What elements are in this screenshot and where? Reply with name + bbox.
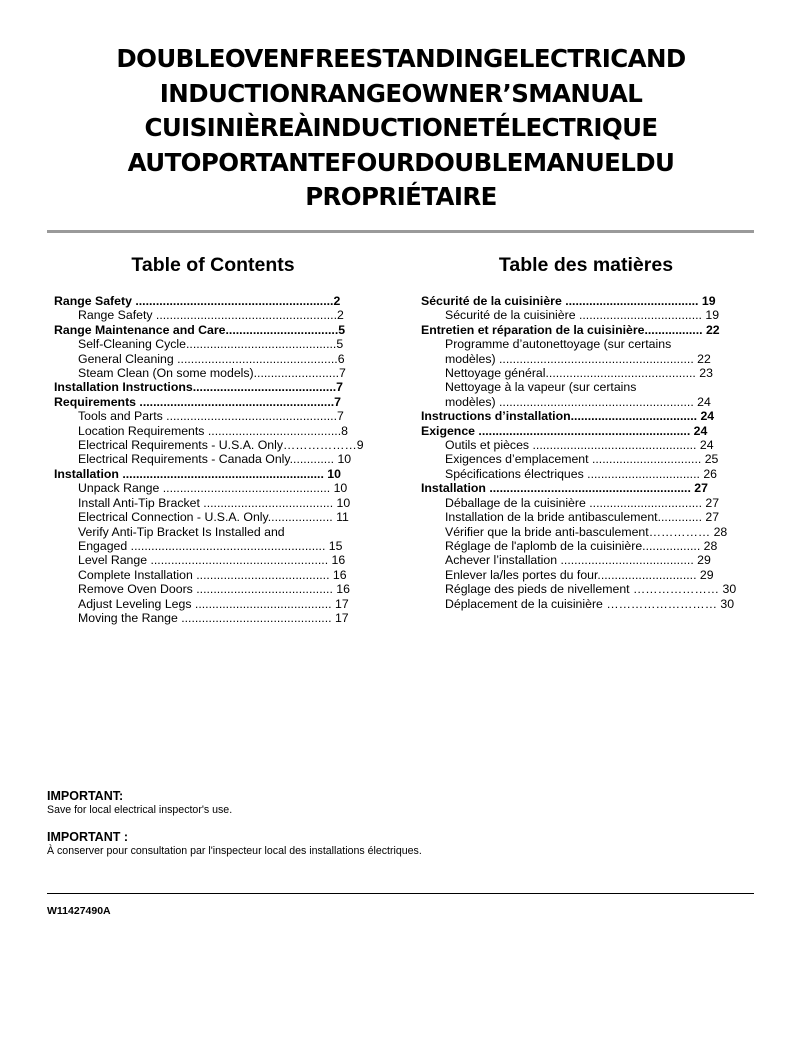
- toc-entry[interactable]: Installation Instructions..........................................7: [54, 380, 344, 395]
- toc-entry[interactable]: Range Maintenance and Care.................................5: [54, 322, 346, 337]
- important-heading: IMPORTANT :: [47, 830, 129, 844]
- toc-list: [54, 294, 384, 625]
- important-notice-fr: [47, 830, 754, 858]
- toc-entry[interactable]: Install Anti-Tip Bracket ...................................... 10: [78, 495, 351, 510]
- toc-list: [421, 294, 746, 611]
- toc-entry[interactable]: Sécurité de la cuisinière ....................................... 19: [421, 294, 716, 308]
- toc-entry[interactable]: Vérifier que la bride anti-basculement…………… 28: [445, 524, 728, 539]
- toc-heading: Table des matières: [498, 254, 674, 276]
- title-line: PROPRIÉTAIRE: [305, 182, 497, 212]
- footer-divider: [47, 893, 754, 894]
- toc-entry[interactable]: Self-Cleaning Cycle............................................5: [78, 337, 344, 352]
- important-text: Save for local electrical inspector's use.: [47, 804, 233, 816]
- toc-entry[interactable]: Achever l’installation ....................................... 29: [445, 553, 711, 568]
- toc-entry[interactable]: Installation ........................................................... 27: [421, 481, 708, 496]
- document-title: [48, 42, 754, 215]
- toc-entry[interactable]: Programme d’autonettoyage (sur certains: [445, 337, 672, 352]
- toc-entry[interactable]: Location Requirements .......................................8: [78, 423, 348, 438]
- toc-entry[interactable]: modèles) ......................................................... 22: [445, 351, 711, 366]
- toc-entry[interactable]: Déballage de la cuisinière ................................. 27: [445, 495, 720, 510]
- toc-entry[interactable]: Réglage de l'aplomb de la cuisinière................. 28: [445, 538, 718, 553]
- title-line: DOUBLEOVENFREESTANDINGELECTRICAND: [116, 44, 686, 73]
- toc-entry[interactable]: Installation ........................................................... 10: [54, 466, 341, 481]
- toc-entry[interactable]: Steam Clean (On some models).........................7: [78, 366, 346, 381]
- toc-entry[interactable]: Verify Anti-Tip Bracket Is Installed and: [78, 524, 285, 539]
- toc-entry[interactable]: Spécifications électriques ................................. 26: [445, 466, 718, 481]
- important-text: À conserver pour consultation par l'inspecteur local des installations électriques.: [47, 845, 422, 857]
- toc-entry[interactable]: Installation de la bride antibasculement............. 27: [445, 510, 720, 525]
- toc-entry[interactable]: Electrical Requirements - U.S.A. Only………………9: [78, 438, 364, 453]
- toc-french: [421, 253, 746, 611]
- toc-entry[interactable]: Unpack Range ................................................. 10: [78, 481, 348, 496]
- toc-entry[interactable]: Réglage des pieds de nivellement ………………… 30: [445, 582, 737, 597]
- toc-entry[interactable]: Adjust Leveling Legs ........................................ 17: [78, 596, 349, 611]
- toc-entry[interactable]: Moving the Range ............................................ 17: [78, 610, 349, 625]
- important-heading: IMPORTANT:: [47, 789, 124, 803]
- toc-entry[interactable]: Level Range .................................................... 16: [78, 553, 346, 568]
- document-code: W11427490A: [47, 905, 111, 917]
- toc-entry[interactable]: Entretien et réparation de la cuisinière................. 22: [421, 322, 720, 337]
- toc-entry[interactable]: modèles) ......................................................... 24: [445, 394, 711, 409]
- toc-entry[interactable]: Nettoyage à la vapeur (sur certains: [445, 380, 637, 395]
- title-line: CUISINIÈREÀINDUCTIONETÉLECTRIQUE: [144, 113, 658, 143]
- toc-entry[interactable]: Exigences d’emplacement ................................ 25: [445, 452, 719, 467]
- toc-entry[interactable]: Remove Oven Doors ........................................ 16: [78, 582, 350, 597]
- title-line: AUTOPORTANTEFOURDOUBLEMANUELDU: [127, 147, 675, 177]
- toc-entry[interactable]: Complete Installation ....................................... 16: [78, 567, 347, 582]
- toc-entry[interactable]: Range Safety ..........................................................2: [54, 294, 341, 308]
- toc-english: [54, 253, 384, 625]
- toc-entry[interactable]: Requirements .........................................................7: [54, 394, 341, 409]
- toc-entry[interactable]: Engaged ......................................................... 15: [78, 538, 343, 553]
- toc-entry[interactable]: Enlever la/les portes du four............................. 29: [445, 567, 714, 582]
- toc-entry[interactable]: Exigence .............................................................. 24: [421, 423, 708, 438]
- toc-entry[interactable]: Electrical Requirements - Canada Only............. 10: [78, 452, 352, 467]
- toc-entry[interactable]: Instructions d’installation..................................... 24: [421, 409, 715, 424]
- important-notice-en: [47, 789, 754, 817]
- toc-entry[interactable]: Sécurité de la cuisinière .................................... 19: [445, 308, 720, 323]
- toc-entry[interactable]: Déplacement de la cuisinière ……………………… 30: [445, 596, 735, 611]
- toc-entry[interactable]: Outils et pièces ................................................ 24: [445, 438, 714, 453]
- toc-heading: Table of Contents: [131, 254, 295, 276]
- toc-entry[interactable]: Range Safety .....................................................2: [78, 308, 344, 323]
- toc-entry[interactable]: Tools and Parts ..................................................7: [78, 409, 344, 424]
- toc-entry[interactable]: Electrical Connection - U.S.A. Only................... 11: [78, 510, 349, 525]
- toc-entry[interactable]: Nettoyage général............................................ 23: [445, 366, 713, 381]
- title-divider: [47, 230, 754, 233]
- toc-entry[interactable]: General Cleaning ...............................................6: [78, 351, 345, 366]
- title-line: INDUCTIONRANGEOWNER’SMANUAL: [159, 78, 643, 108]
